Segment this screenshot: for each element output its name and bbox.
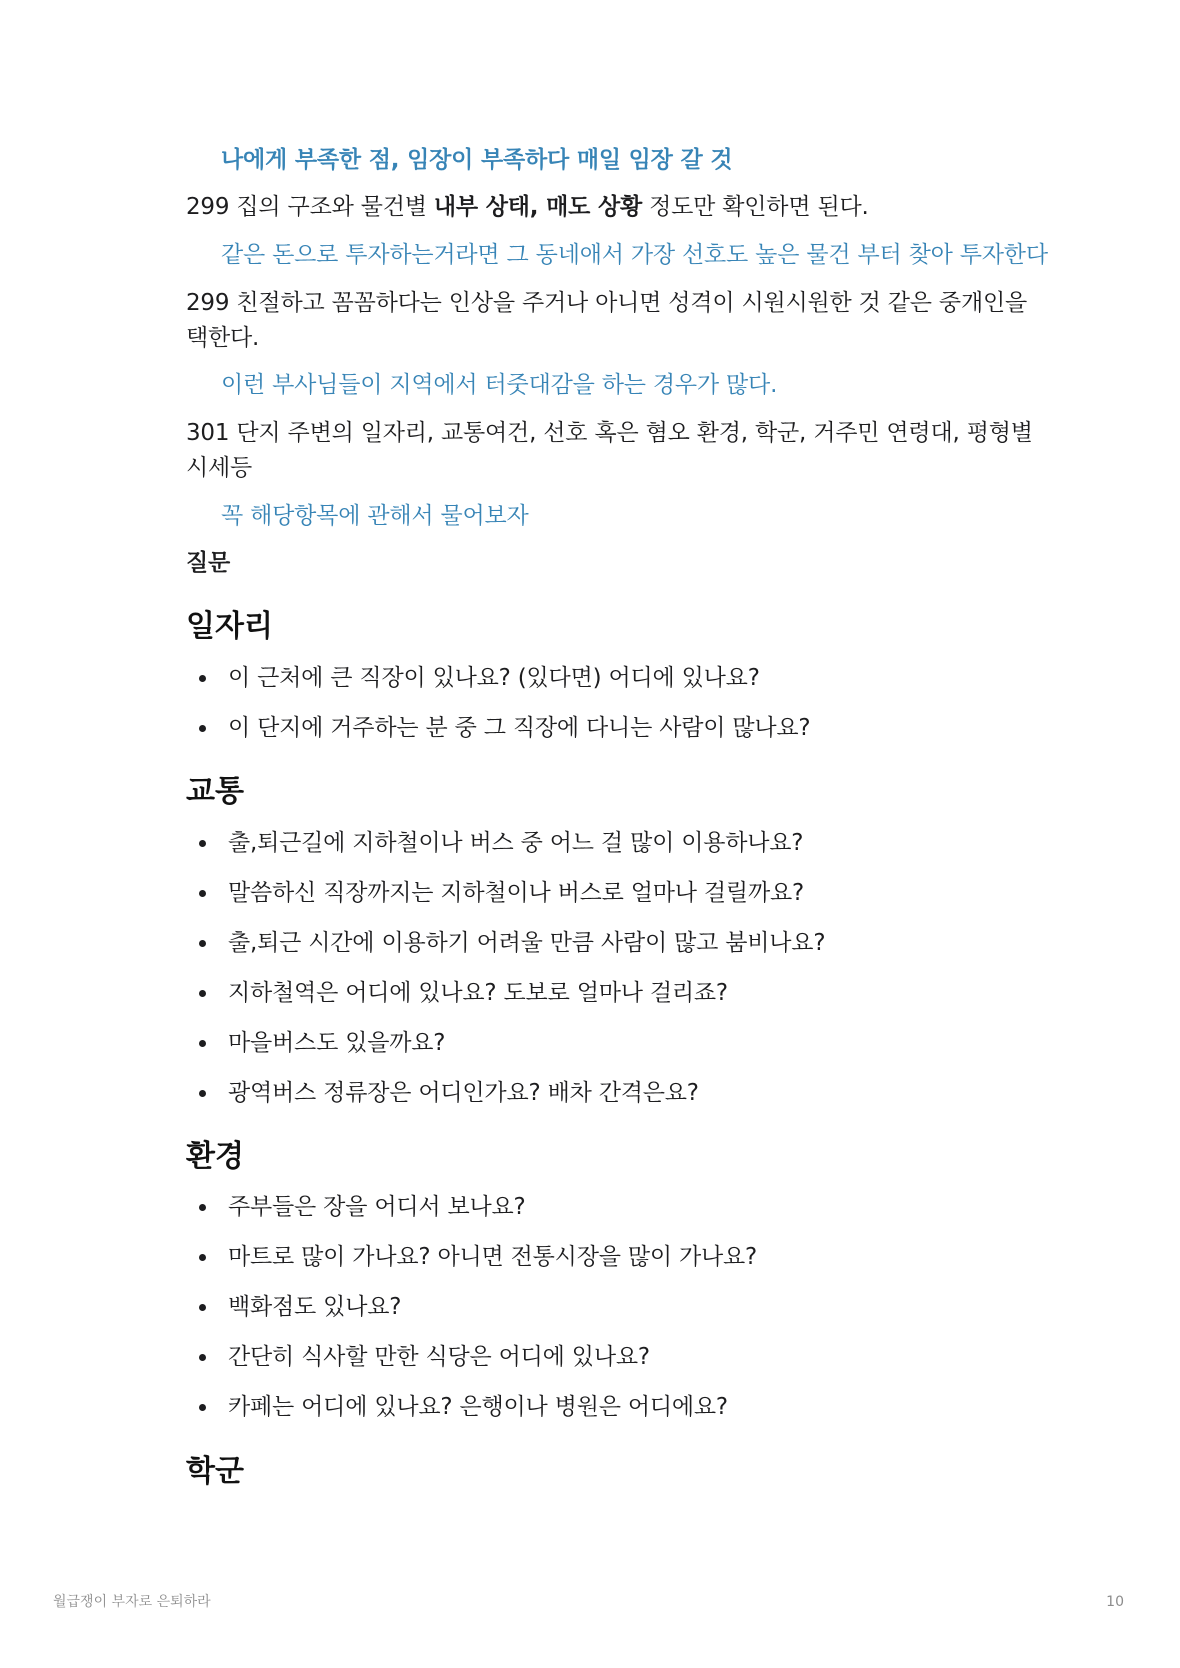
- list-item-text: 말씀하신 직장까지는 지하철이나 버스로 얼마나 걸릴까요?: [228, 880, 804, 906]
- bullet-icon: [199, 840, 206, 847]
- list-item-text: 출,퇴근 시간에 이용하기 어려울 만큼 사람이 많고 붐비나요?: [228, 930, 826, 956]
- bullet-icon: [199, 1404, 206, 1411]
- list-item-text: 지하철역은 어디에 있나요? 도보로 얼마나 걸리죠?: [228, 980, 728, 1006]
- bullet-icon: [199, 940, 206, 947]
- bullet-icon: [199, 1204, 206, 1211]
- list-item-text: 이 근처에 큰 직장이 있나요? (있다면) 어디에 있나요?: [228, 665, 760, 691]
- note-investment-preference: 같은 돈으로 투자하는거라면 그 동네애서 가장 선호도 높은 물건 부터 찾아 투자한다: [221, 242, 1048, 268]
- note-301-surroundings-line-1: 301 단지 주변의 일자리, 교통여건, 선호 혹은 혐오 환경, 학군, 거주민 연령대, 평형별: [186, 420, 1033, 446]
- list-item-text: 카페는 어디에 있나요? 은행이나 병원은 어디에요?: [228, 1394, 728, 1420]
- list-item-text: 백화점도 있나요?: [228, 1294, 402, 1320]
- note-insufficiency: 나에게 부족한 점, 임장이 부족하다 매일 임장 갈 것: [221, 147, 733, 173]
- section-heading-school-district: 학군: [186, 1454, 244, 1489]
- questions-label: 질문: [186, 550, 231, 576]
- note-ask-items: 꼭 해당항목에 관해서 물어보자: [221, 503, 529, 529]
- list-item-text: 이 단지에 거주하는 분 중 그 직장에 다니는 사람이 많나요?: [228, 715, 811, 741]
- footer-book-title: 월급쟁이 부자로 은퇴하라: [53, 1594, 211, 1610]
- bullet-icon: [199, 1304, 206, 1311]
- bullet-icon: [199, 1090, 206, 1097]
- note-299-inspection: [186, 190, 869, 224]
- note-299-agent-line-1: 299 친절하고 꼼꼼하다는 인상을 주거나 아니면 성격이 시원시원한 것 같은 중개인을: [186, 290, 1028, 316]
- list-item-text: 출,퇴근길에 지하철이나 버스 중 어느 걸 많이 이용하나요?: [228, 830, 804, 856]
- bullet-icon: [199, 1254, 206, 1261]
- list-item-text: 마트로 많이 가나요? 아니면 전통시장을 많이 가나요?: [228, 1244, 758, 1270]
- bullet-icon: [199, 890, 206, 897]
- footer-page-number: 10: [1106, 1594, 1124, 1610]
- list-item-text: 주부들은 장을 어디서 보나요?: [228, 1194, 526, 1220]
- list-item-text: 광역버스 정류장은 어디인가요? 배차 간격은요?: [228, 1080, 699, 1106]
- note-text: 정도만 확인하면 된다.: [642, 194, 869, 220]
- note-301-surroundings-line-2: 시세등: [186, 455, 253, 481]
- section-heading-jobs: 일자리: [186, 609, 273, 644]
- section-heading-environment: 환경: [186, 1139, 244, 1174]
- bullet-icon: [199, 990, 206, 997]
- note-emphasis: 내부 상태, 매도 상황: [433, 194, 642, 220]
- list-item-text: 간단히 식사할 만한 식당은 어디에 있나요?: [228, 1344, 650, 1370]
- bullet-icon: [199, 1040, 206, 1047]
- list-item-text: 마을버스도 있을까요?: [228, 1030, 446, 1056]
- section-heading-transport: 교통: [186, 774, 244, 809]
- note-text: 299 집의 구조와 물건별: [186, 194, 434, 220]
- note-local-agents: 이런 부사님들이 지역에서 터줏대감을 하는 경우가 많다.: [221, 372, 778, 398]
- bullet-icon: [199, 675, 206, 682]
- bullet-icon: [199, 1354, 206, 1361]
- bullet-icon: [199, 725, 206, 732]
- note-299-agent-line-2: 택한다.: [186, 325, 260, 351]
